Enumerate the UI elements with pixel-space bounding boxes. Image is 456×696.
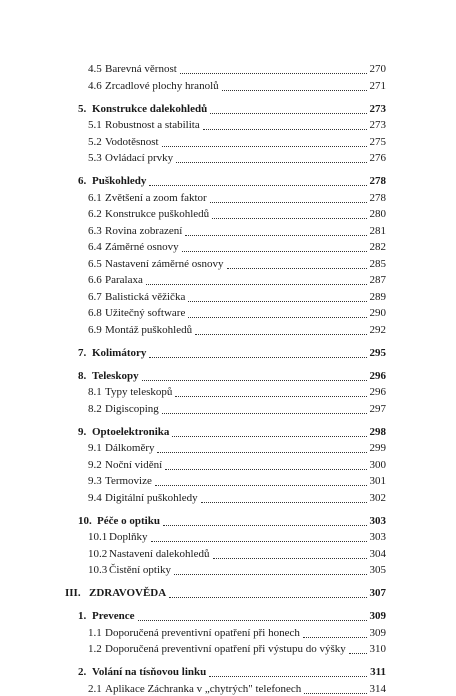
toc-entry[interactable] [78,514,386,528]
dot-leader [149,345,366,358]
toc-entry-title: Doporučená preventivní opatření při honech [105,626,300,639]
toc-entry-title: Prevence [92,610,135,622]
toc-entry[interactable] [78,102,386,116]
toc-entry[interactable] [88,191,386,205]
toc-entry-number: 6. [78,175,87,187]
toc-entry-title: Barevná věrnost [105,63,177,75]
toc-entry-page-number: 311 [370,666,386,678]
toc-entry-title: Optoelektronika [92,425,170,438]
toc-entry-page-number: 307 [369,587,386,599]
toc-entry-page-number: 310 [369,643,386,655]
dot-leader [176,150,366,163]
dot-leader [304,681,366,694]
toc-entry-page-number: 280 [369,208,386,220]
toc-entry-title: Paralaxa [105,274,143,286]
toc-entry[interactable] [88,62,386,76]
toc-entry[interactable] [88,530,386,544]
toc-entry-title: Balistická věžička [105,290,186,303]
toc-entry-number: 9.3 [88,475,102,487]
toc-entry-title: Nastavení záměrné osnovy [105,257,224,270]
dot-leader [180,61,367,74]
dot-leader [165,457,366,470]
toc-entry[interactable] [88,207,386,221]
dot-leader [146,272,367,285]
toc-entry-page-number: 300 [369,458,386,471]
toc-entry[interactable] [88,563,386,577]
toc-entry[interactable] [88,79,386,93]
toc-entry-number: 5.3 [88,152,102,164]
toc-entry[interactable] [88,323,386,337]
toc-entry[interactable] [88,273,386,287]
toc-entry-page-number: 303 [369,514,386,527]
toc-entry[interactable] [88,306,386,320]
toc-entry-page-number: 276 [369,152,386,164]
toc-entry-number: 8.2 [88,402,102,415]
toc-entry-page-number: 309 [369,626,386,639]
dot-leader [303,625,367,638]
dot-leader [151,529,367,542]
dot-leader [203,117,367,130]
toc-entry[interactable] [88,547,386,561]
toc-entry-page-number: 309 [369,610,386,622]
toc-entry[interactable] [88,385,386,399]
dot-leader [188,305,366,318]
toc-entry[interactable] [88,151,386,165]
toc-entry-title: Konstrukce puškohledů [105,208,210,220]
toc-entry-number: 6.6 [88,274,102,286]
toc-entry-number: 8.1 [88,386,102,398]
toc-entry[interactable] [88,474,386,488]
toc-entry-title: Robustnost a stabilita [105,119,200,131]
dot-leader [169,585,366,598]
dot-leader [175,384,366,397]
dot-leader [227,256,367,269]
toc-entry-page-number: 303 [369,531,386,543]
toc-entry[interactable] [88,441,386,455]
toc-entry[interactable] [88,118,386,132]
toc-entry-number: 6.5 [88,257,102,270]
toc-entry-page-number: 281 [369,224,386,237]
toc-entry-number: 10.1 [88,531,108,543]
toc-entry-title: Aplikace Záchranka v „chytrých" telefonech [105,682,302,695]
toc-entry-page-number: 273 [369,102,386,115]
toc-entry-title: Záměrné osnovy [105,241,179,253]
toc-entry-number: 6.2 [88,208,102,220]
toc-entry-title: Montáž puškohledů [105,323,193,336]
toc-entry-page-number: 314 [369,682,386,695]
toc-entry-number: 1.1 [88,626,102,639]
toc-entry-page-number: 278 [369,191,386,204]
toc-entry[interactable] [88,402,386,416]
toc-entry-number: 9. [78,425,87,438]
toc-entry-title: Konstrukce dalekohledů [92,102,208,115]
toc-entry-page-number: 301 [369,475,386,487]
toc-entry-page-number: 273 [369,119,386,131]
dot-leader [209,664,367,677]
toc-entry-title: Puškohledy [92,175,147,187]
toc-entry-number: 4.5 [88,63,102,75]
dot-leader [201,490,367,503]
toc-entry-title: Zvětšení a zoom faktor [105,191,207,204]
dot-leader [163,513,367,526]
toc-entry-title: Teleskopy [92,369,139,382]
toc-entry[interactable] [88,682,386,696]
dot-leader [222,78,367,91]
toc-entry-number: 7. [78,346,87,359]
toc-entry-page-number: 305 [369,564,386,576]
toc-entry-number: 9.1 [88,442,102,454]
toc-entry-page-number: 285 [369,257,386,270]
toc-entry-page-number: 290 [369,307,386,319]
toc-entry-title: Vodotěsnost [105,135,159,148]
toc-entry-title: Doporučená preventivní opatření při výstupu do výšky [105,643,346,655]
dot-leader [142,368,367,381]
toc-entry-number: 2.1 [88,682,102,695]
toc-entry-page-number: 296 [369,386,386,398]
toc-entry-title: Nastavení dalekohledů [109,547,210,560]
dot-leader [185,223,366,236]
toc-entry-page-number: 275 [369,135,386,148]
dot-leader [195,322,366,335]
dot-leader [172,424,366,437]
dot-leader [174,562,366,575]
toc-entry-number: 2. [78,666,87,678]
toc-entry[interactable] [88,642,386,656]
toc-entry[interactable] [88,240,386,254]
toc-entry-number: 1. [78,610,87,622]
dot-leader [149,173,366,186]
toc-entry-number: 10.2 [88,547,108,560]
toc-entry-title: Ovládací prvky [105,152,174,164]
toc-entry-page-number: 298 [369,425,386,438]
toc-entry-page-number: 304 [369,547,386,560]
toc-entry-page-number: 289 [369,290,386,303]
toc-entry-title: Dálkoměry [105,442,155,454]
dot-leader [155,473,367,486]
toc-entry-title: Digitální puškohledy [105,491,198,504]
toc-entry-page-number: 292 [369,323,386,336]
toc-entry-number: 10.3 [88,564,108,576]
toc-entry-title: Kolimátory [92,346,147,359]
toc-entry-number: 4.6 [88,79,102,92]
toc-entry-number: 5. [78,102,87,115]
toc-entry-number: 6.1 [88,191,102,204]
toc-entry-number: 5.2 [88,135,102,148]
toc-entry-number: 6.4 [88,241,102,253]
toc-entry-number: 6.9 [88,323,102,336]
toc-entry-number: 6.7 [88,290,102,303]
toc-entry[interactable] [65,586,386,600]
toc-entry[interactable] [88,257,386,271]
toc-entry[interactable] [78,425,386,439]
toc-entry-number: 1.2 [88,643,102,655]
toc-entry-page-number: 287 [369,274,386,286]
toc-entry[interactable] [88,135,386,149]
dot-leader [157,440,366,453]
toc-entry-page-number: 271 [369,79,386,92]
dot-leader [138,608,367,621]
toc-entry-page-number: 296 [369,369,386,382]
toc-entry-number: 8. [78,369,87,382]
toc-entry[interactable] [78,174,386,188]
toc-entry-title: Čistění optiky [109,564,172,576]
toc-entry-title: Doplňky [109,531,148,543]
toc-entry[interactable] [88,224,386,238]
toc-entry-page-number: 278 [369,175,386,187]
toc-entry-title: Termovize [105,475,152,487]
toc-entry[interactable] [78,346,386,360]
dot-leader [188,289,366,302]
toc-entry[interactable] [78,665,386,679]
toc-entry-page-number: 302 [369,491,386,504]
toc-entry-title: Volání na tísňovou linku [92,666,207,678]
toc-entry-number: 6.3 [88,224,102,237]
dot-leader [162,134,367,147]
toc-entry-title: Noční vidění [105,458,163,471]
toc-entry[interactable] [78,369,386,383]
toc-entry[interactable] [78,609,386,623]
toc-entry-page-number: 295 [369,346,386,359]
toc-entry-number: 6.8 [88,307,102,319]
toc-entry-title: Rovina zobrazení [105,224,183,237]
toc-entry[interactable] [88,491,386,505]
dot-leader [212,206,366,219]
dot-leader [210,190,367,203]
toc-entry-number: 10. [78,514,92,527]
toc-entry-title: ZDRAVOVĚDA [89,587,167,599]
toc-entry-number: 5.1 [88,119,102,131]
toc-entry-page-number: 297 [369,402,386,415]
toc-entry-page-number: 299 [369,442,386,454]
dot-leader [162,401,367,414]
toc-entry[interactable] [88,458,386,472]
dot-leader [210,101,366,114]
toc-entry-title: Zrcadlové plochy hranolů [105,79,219,92]
dot-leader [182,239,367,252]
dot-leader [213,546,367,559]
toc-entry[interactable] [88,626,386,640]
toc-entry-number: 9.2 [88,458,102,471]
toc-entry[interactable] [88,290,386,304]
toc-entry-page-number: 282 [369,241,386,253]
toc-entry-title: Péče o optiku [97,514,160,527]
toc-entry-title: Užitečný software [105,307,186,319]
toc-entry-title: Typy teleskopů [105,386,173,398]
toc-entry-title: Digiscoping [105,402,159,415]
toc-entry-number: III. [65,587,81,599]
toc-entry-page-number: 270 [369,63,386,75]
toc-entry-number: 9.4 [88,491,102,504]
